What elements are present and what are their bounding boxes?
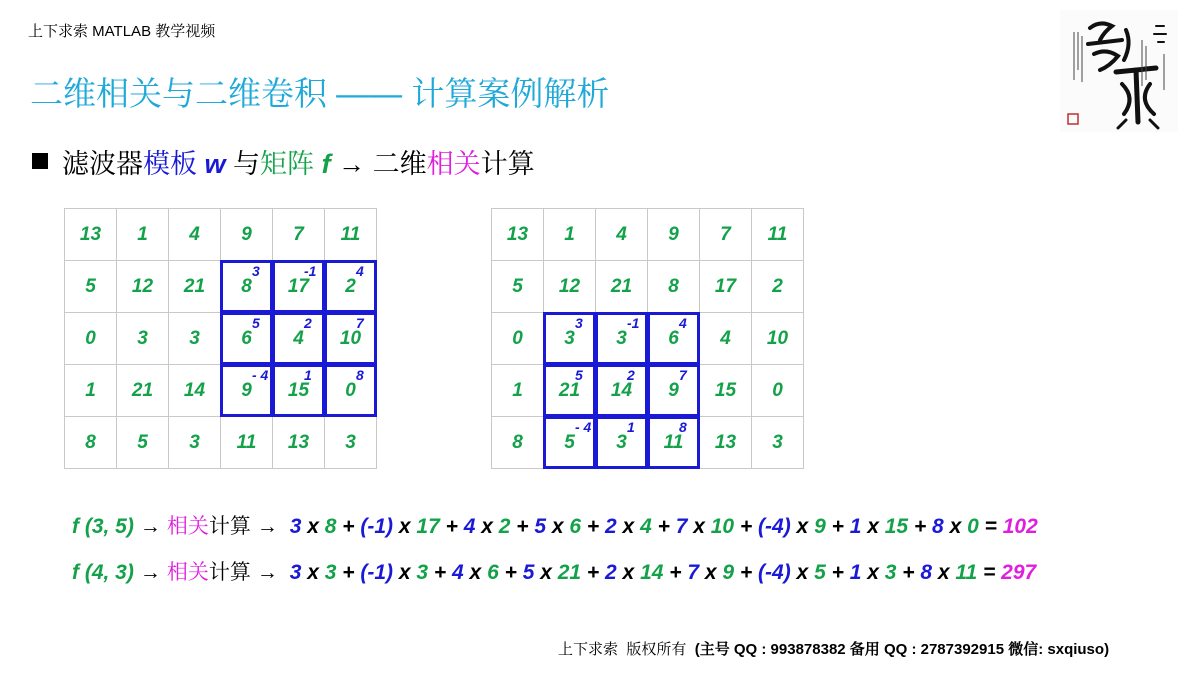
formula-token: 3 [884, 561, 897, 584]
matrix-row [65, 313, 377, 365]
bullet-text-template: 模板 [143, 149, 197, 179]
formula-token: + [663, 561, 688, 584]
formula-token: 7 [687, 561, 700, 584]
slide-title: 二维相关与二维卷积 —— 计算案例解析 [30, 75, 610, 112]
formula-token: (-1) [360, 561, 394, 584]
formula-token: x [475, 515, 499, 538]
formula-word-correlation: 相关 [166, 515, 209, 538]
formula-token: 8 [932, 515, 944, 538]
matrix-cell: 8 [648, 261, 700, 313]
footer-copyright: 版权所有 [626, 641, 687, 658]
formula-token: + [498, 561, 523, 584]
formula-token: (-1) [360, 515, 394, 538]
matrix-cell: 3 [596, 417, 648, 469]
matrix-cell: 15 [273, 365, 325, 417]
matrix-cell: 1 [544, 209, 596, 261]
formula-token: 11 [955, 561, 978, 584]
formula-token: 4 [463, 515, 476, 538]
arrow-right-icon: → [256, 561, 278, 584]
matrix-cell: 11 [221, 417, 273, 469]
arrow-right-icon: → [256, 515, 278, 538]
matrix-cell: 11 [648, 417, 700, 469]
matrix-cell: 15 [700, 365, 752, 417]
formula-expression [290, 515, 1038, 538]
formula-token: + [336, 561, 361, 584]
formula-token: + [734, 561, 759, 584]
matrix-cell: 2 [325, 261, 377, 313]
formula-token: 2 [605, 561, 617, 584]
formula-word-compute: 计算 [208, 515, 251, 538]
formula-token: x [616, 561, 641, 584]
matrix-cell: 21 [544, 365, 596, 417]
formula-token: 9 [722, 561, 735, 584]
matrix-cell: 6 [648, 313, 700, 365]
matrix-row [492, 365, 804, 417]
formula-token: 6 [487, 561, 499, 584]
matrix-cell: 21 [169, 261, 221, 313]
matrix-cell: 7 [273, 209, 325, 261]
matrix-cell: 3 [325, 417, 377, 469]
arrow-right-icon: → [139, 561, 161, 584]
matrix-row [492, 313, 804, 365]
formula-result: 102 [1002, 515, 1038, 538]
matrix-cell: 17 [273, 261, 325, 313]
matrix-cell: 0 [65, 313, 117, 365]
formula-word-correlation: 相关 [166, 561, 209, 584]
matrix-cell: 11 [325, 209, 377, 261]
kernel-value: 1 [304, 367, 312, 383]
matrix-row [65, 209, 377, 261]
formula-token: x [393, 515, 417, 538]
formula-token: 8 [324, 515, 337, 538]
footer [558, 638, 1109, 659]
matrix-cell: 9 [648, 365, 700, 417]
matrix-cell: 1 [492, 365, 544, 417]
kernel-value: - 4 [575, 419, 592, 435]
bullet-text-compute: 计算 [480, 149, 535, 179]
matrix-cell: 0 [752, 365, 804, 417]
formula-token: + [825, 515, 850, 538]
formula-token: x [546, 515, 570, 538]
formula-token: 4 [640, 515, 652, 538]
formula-token: + [428, 561, 453, 584]
kernel-value: 8 [679, 419, 687, 435]
formula-token: 2 [605, 515, 617, 538]
matrix-cell: 3 [596, 313, 648, 365]
matrix-cell: 4 [169, 209, 221, 261]
matrix-cell: 8 [492, 417, 544, 469]
kernel-value: - 4 [252, 367, 269, 383]
matrix-row [492, 417, 804, 469]
formula-token: + [651, 515, 676, 538]
matrix-row [492, 261, 804, 313]
formula-token: x [861, 561, 885, 584]
formula-f35 [72, 510, 1038, 540]
kernel-value: 2 [304, 315, 312, 331]
matrix-row [65, 417, 377, 469]
formula-token: = [977, 561, 1002, 584]
formula-expression [290, 561, 1037, 584]
matrix-cell: 13 [700, 417, 752, 469]
kernel-value: 8 [356, 367, 364, 383]
kernel-value: 4 [679, 315, 687, 331]
formula-token: + [908, 515, 933, 538]
formula-token: + [825, 561, 850, 584]
matrix-cell: 21 [596, 261, 648, 313]
matrix-cell: 12 [544, 261, 596, 313]
formula-token: + [439, 515, 464, 538]
formula-token: 3 [289, 561, 302, 584]
matrix-cell: 0 [325, 365, 377, 417]
kernel-value: 2 [627, 367, 635, 383]
kernel-value: 7 [679, 367, 687, 383]
formula-token: 3 [416, 561, 429, 584]
matrix-cell: 3 [117, 313, 169, 365]
formula-label: f (3, 5) [72, 515, 134, 538]
formula-token: + [510, 515, 535, 538]
bullet-text-and: 与 [233, 149, 261, 179]
header-text: 上下求索 MATLAB 教学视频 [28, 23, 216, 40]
formula-token: x [861, 515, 885, 538]
matrix-cell: 3 [169, 313, 221, 365]
matrix-cell: 1 [117, 209, 169, 261]
formula-token: 5 [814, 561, 826, 584]
matrix-cell: 5 [492, 261, 544, 313]
matrix-cell: 11 [752, 209, 804, 261]
formula-token: + [581, 561, 606, 584]
kernel-value: 7 [356, 315, 364, 331]
seal-logo [1060, 10, 1178, 132]
bullet-symbol-w: w [204, 149, 226, 179]
kernel-value: 3 [575, 315, 583, 331]
matrix-cell: 5 [65, 261, 117, 313]
formula-token: 10 [710, 515, 735, 538]
matrix-cell: 21 [117, 365, 169, 417]
formula-token: x [790, 515, 815, 538]
matrix-cell: 1 [65, 365, 117, 417]
footer-contact: (主号 QQ : 993878382 备用 QQ : 2787392915 微信: sxqiuso) [694, 641, 1110, 658]
formula-token: = [978, 515, 1003, 538]
formula-token: 7 [675, 515, 688, 538]
matrix-cell: 3 [544, 313, 596, 365]
matrix-row [492, 209, 804, 261]
arrow-right-icon: → [338, 149, 366, 179]
formula-token: 1 [849, 515, 862, 538]
formula-token: + [336, 515, 361, 538]
footer-author: 上下求索 [558, 641, 619, 658]
matrix-row [65, 261, 377, 313]
formula-token: 3 [289, 515, 302, 538]
bullet-text-correlation: 相关 [426, 149, 481, 179]
matrix-cell: 4 [596, 209, 648, 261]
matrix-cell: 14 [596, 365, 648, 417]
matrix-cell: 0 [492, 313, 544, 365]
matrix-cell: 4 [700, 313, 752, 365]
matrix-cell: 5 [544, 417, 596, 469]
matrix-cell: 12 [117, 261, 169, 313]
kernel-value: 1 [627, 419, 635, 435]
formula-token: x [463, 561, 488, 584]
formula-token: (-4) [758, 561, 791, 584]
matrix-cell: 10 [752, 313, 804, 365]
bullet-text-filter: 滤波器 [62, 149, 143, 179]
formula-token: 5 [534, 515, 547, 538]
matrix-cell: 9 [221, 209, 273, 261]
matrix-cell: 13 [273, 417, 325, 469]
formula-token: 1 [849, 561, 862, 584]
matrix-cell: 2 [752, 261, 804, 313]
matrix-left [64, 208, 377, 469]
matrix-cell: 5 [117, 417, 169, 469]
kernel-value: 3 [252, 263, 260, 279]
matrix-cell: 4 [273, 313, 325, 365]
formula-token: x [699, 561, 723, 584]
formula-token: 8 [920, 561, 933, 584]
formula-token: 0 [967, 515, 979, 538]
matrix-cell: 3 [169, 417, 221, 469]
formula-f43 [72, 556, 1036, 586]
matrix-cell: 8 [221, 261, 273, 313]
matrix-right [491, 208, 804, 469]
kernel-value: -1 [627, 315, 640, 331]
formula-token: + [734, 515, 759, 538]
formula-token: 9 [814, 515, 826, 538]
formula-token: (-4) [758, 515, 791, 538]
formula-token: 17 [416, 515, 440, 538]
matrix-cell: 17 [700, 261, 752, 313]
formula-token: x [932, 561, 956, 584]
kernel-value: 5 [252, 315, 260, 331]
matrix-cell: 13 [492, 209, 544, 261]
formula-token: 15 [884, 515, 909, 538]
formula-result: 297 [1001, 561, 1037, 584]
formula-word-compute: 计算 [208, 561, 251, 584]
formula-token: 21 [557, 561, 582, 584]
matrix-cell: 6 [221, 313, 273, 365]
bullet-line [32, 142, 535, 181]
formula-token: 2 [498, 515, 511, 538]
bullet-square-icon [32, 153, 48, 169]
formula-token: x [301, 561, 325, 584]
matrix-cell: 9 [648, 209, 700, 261]
arrow-right-icon: → [139, 515, 161, 538]
formula-token: 4 [452, 561, 464, 584]
formula-label: f (4, 3) [72, 561, 134, 584]
kernel-value: 4 [356, 263, 364, 279]
matrix-cell: 14 [169, 365, 221, 417]
formula-token: 6 [569, 515, 582, 538]
formula-token: x [616, 515, 641, 538]
matrix-cell: 7 [700, 209, 752, 261]
matrix-cell: 3 [752, 417, 804, 469]
formula-token: 14 [640, 561, 664, 584]
kernel-value: 5 [575, 367, 583, 383]
formula-token: x [393, 561, 417, 584]
formula-token: 5 [522, 561, 535, 584]
formula-token: x [943, 515, 968, 538]
formula-token: x [301, 515, 325, 538]
matrix-cell: 13 [65, 209, 117, 261]
matrix-cell: 9 [221, 365, 273, 417]
formula-token: x [790, 561, 815, 584]
formula-token: + [896, 561, 921, 584]
bullet-symbol-f: f [321, 149, 331, 179]
formula-token: x [687, 515, 711, 538]
matrix-cell: 8 [65, 417, 117, 469]
formula-token: 3 [324, 561, 337, 584]
kernel-value: -1 [304, 263, 317, 279]
bullet-text-2d: 二维 [372, 149, 427, 179]
matrix-cell: 10 [325, 313, 377, 365]
matrix-row [65, 365, 377, 417]
bullet-text-matrix: 矩阵 [260, 149, 315, 179]
formula-token: x [534, 561, 558, 584]
formula-token: + [581, 515, 606, 538]
